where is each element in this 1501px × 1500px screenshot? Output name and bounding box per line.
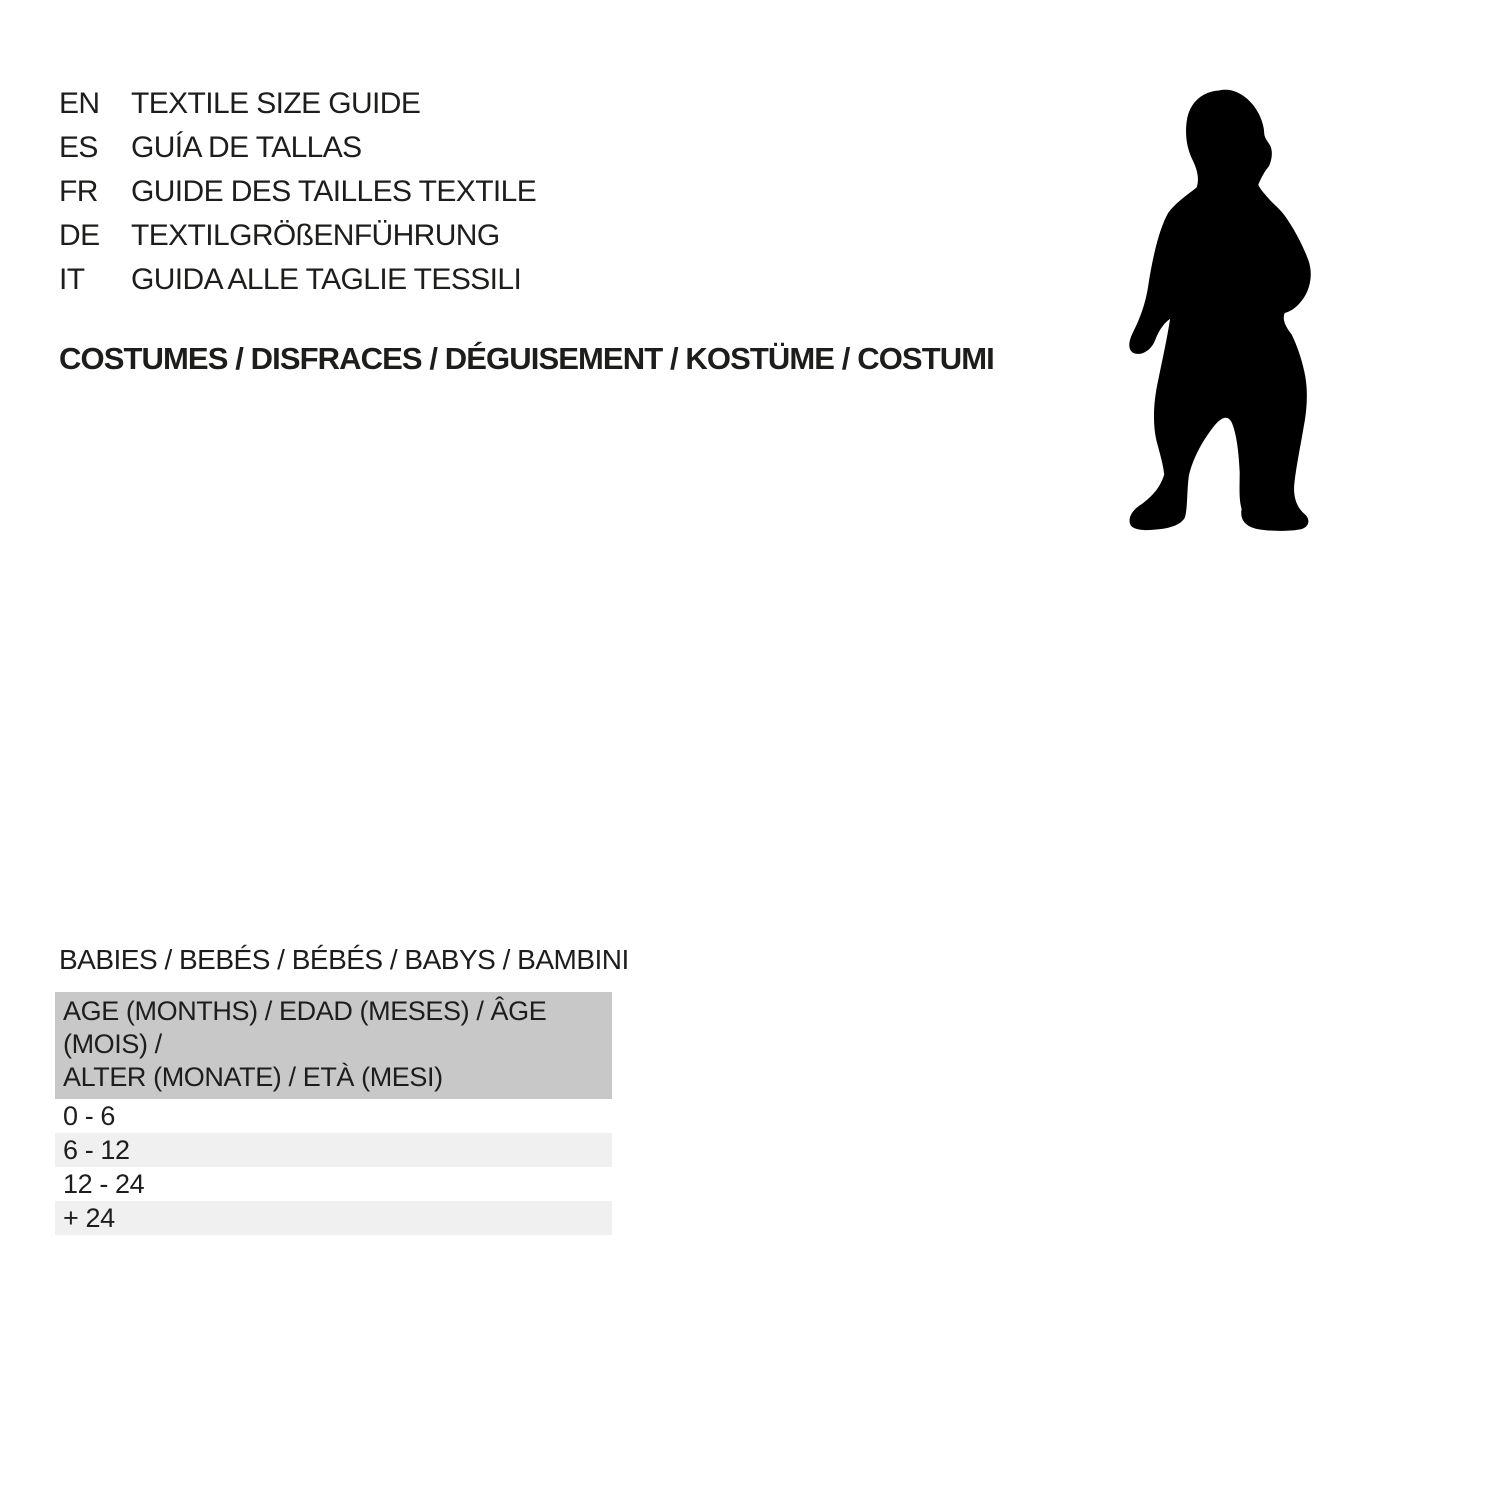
age-size-table [55,992,612,1235]
language-title: TEXTILE SIZE GUIDE [131,87,421,120]
language-row [59,82,536,126]
age-range-row: 0 - 6 [55,1099,612,1133]
language-title: GUÍA DE TALLAS [131,131,362,164]
age-table-body [55,1099,612,1235]
language-title: GUIDA ALLE TAGLIE TESSILI [131,263,522,296]
language-row [59,214,536,258]
language-row [59,170,536,214]
language-code: IT [59,263,85,296]
age-range-row: + 24 [55,1201,612,1235]
baby-silhouette-icon [1126,84,1322,540]
language-code: DE [59,219,100,252]
language-title-list [59,82,536,302]
language-code: ES [59,131,98,164]
age-table-header [55,992,612,1099]
age-range-row: 12 - 24 [55,1167,612,1201]
language-row [59,258,536,302]
age-table-header-line-1: AGE (MONTHS) / EDAD (MESES) / ÂGE (MOIS) / [63,996,547,1059]
language-code: FR [59,175,98,208]
language-title: GUIDE DES TAILLES TEXTILE [131,175,537,208]
age-table-header-line-2: ALTER (MONATE) / ETÀ (MESI) [63,1062,443,1092]
baby-silhouette-shape [1129,90,1310,531]
language-title: TEXTILGRÖßENFÜHRUNG [131,219,500,252]
section-title-babies: BABIES / BEBÉS / BÉBÉS / BABYS / BAMBINI [59,944,629,975]
language-row [59,126,536,170]
language-code: EN [59,87,100,120]
age-range-row: 6 - 12 [55,1133,612,1167]
category-line: COSTUMES / DISFRACES / DÉGUISEMENT / KOSTÜME / COSTUMI [59,341,994,376]
